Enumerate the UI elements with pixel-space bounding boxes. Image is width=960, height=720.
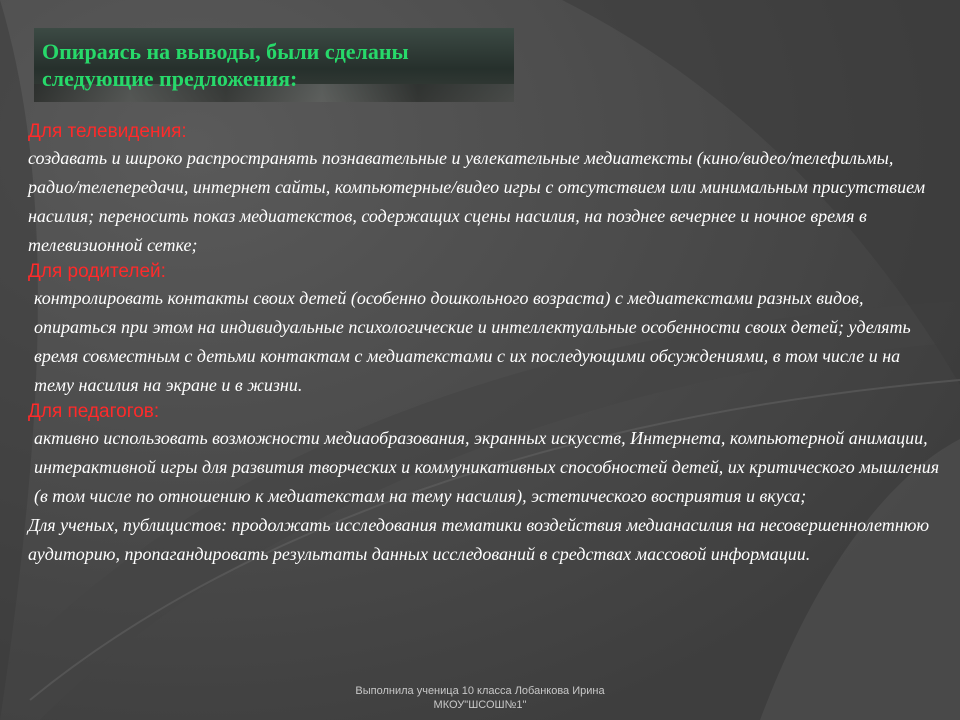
slide-footer (300, 684, 660, 712)
section-text-tv: создавать и широко распространять познавательные и увлекательные медиатексты (кино/видео/телефильмы, радио/телепередачи, интернет сайты, компьютерные/видео игры с отсутствием или минимальным присутствием насилия; переносить показ медиатекстов, содержащих сцены насилия, на позднее вечернее и ночное время в телевизионной сетке; (28, 148, 926, 255)
section-heading-parents: Для родителей: (28, 261, 166, 282)
slide-content (28, 120, 943, 569)
slide-title: Опираясь на выводы, были сделаны следующие предложения: (42, 39, 409, 91)
section-text-teachers: активно использовать возможности медиаобразования, экранных искусств, Интернета, компьютерной анимации, интерактивной игры для развития творческих и коммуникативных способностей детей, их критического мышления (в том числе по отношению к медиатекстам на тему насилия), эстетического восприятия и вкуса; (34, 428, 940, 506)
title-banner (34, 28, 514, 102)
section-heading-tv: Для телевидения: (28, 121, 187, 142)
footer-author-line: Выполнила ученица 10 класса Лобанкова Ирина (355, 685, 605, 697)
section-text-parents: контролировать контакты своих детей (особенно дошкольного возраста) с медиатекстами разных видов, опираться при этом на индивидуальные психологические и интеллектуальные особенности своих детей; уделять время совместным с детьми контактам с медиатекстами с их последующими обсуждениями, в том числе и на тему насилия на экране и в жизни. (34, 288, 911, 395)
section-text-scientists: Для ученых, публицистов: продолжать исследования тематики воздействия медианасилия на несовершеннолетнюю аудиторию, пропагандировать результаты данных исследований в средствах массовой информации. (28, 515, 930, 564)
section-heading-teachers: Для педагогов: (28, 401, 160, 422)
footer-school-line: МКОУ"ШСОШ№1" (433, 699, 527, 711)
